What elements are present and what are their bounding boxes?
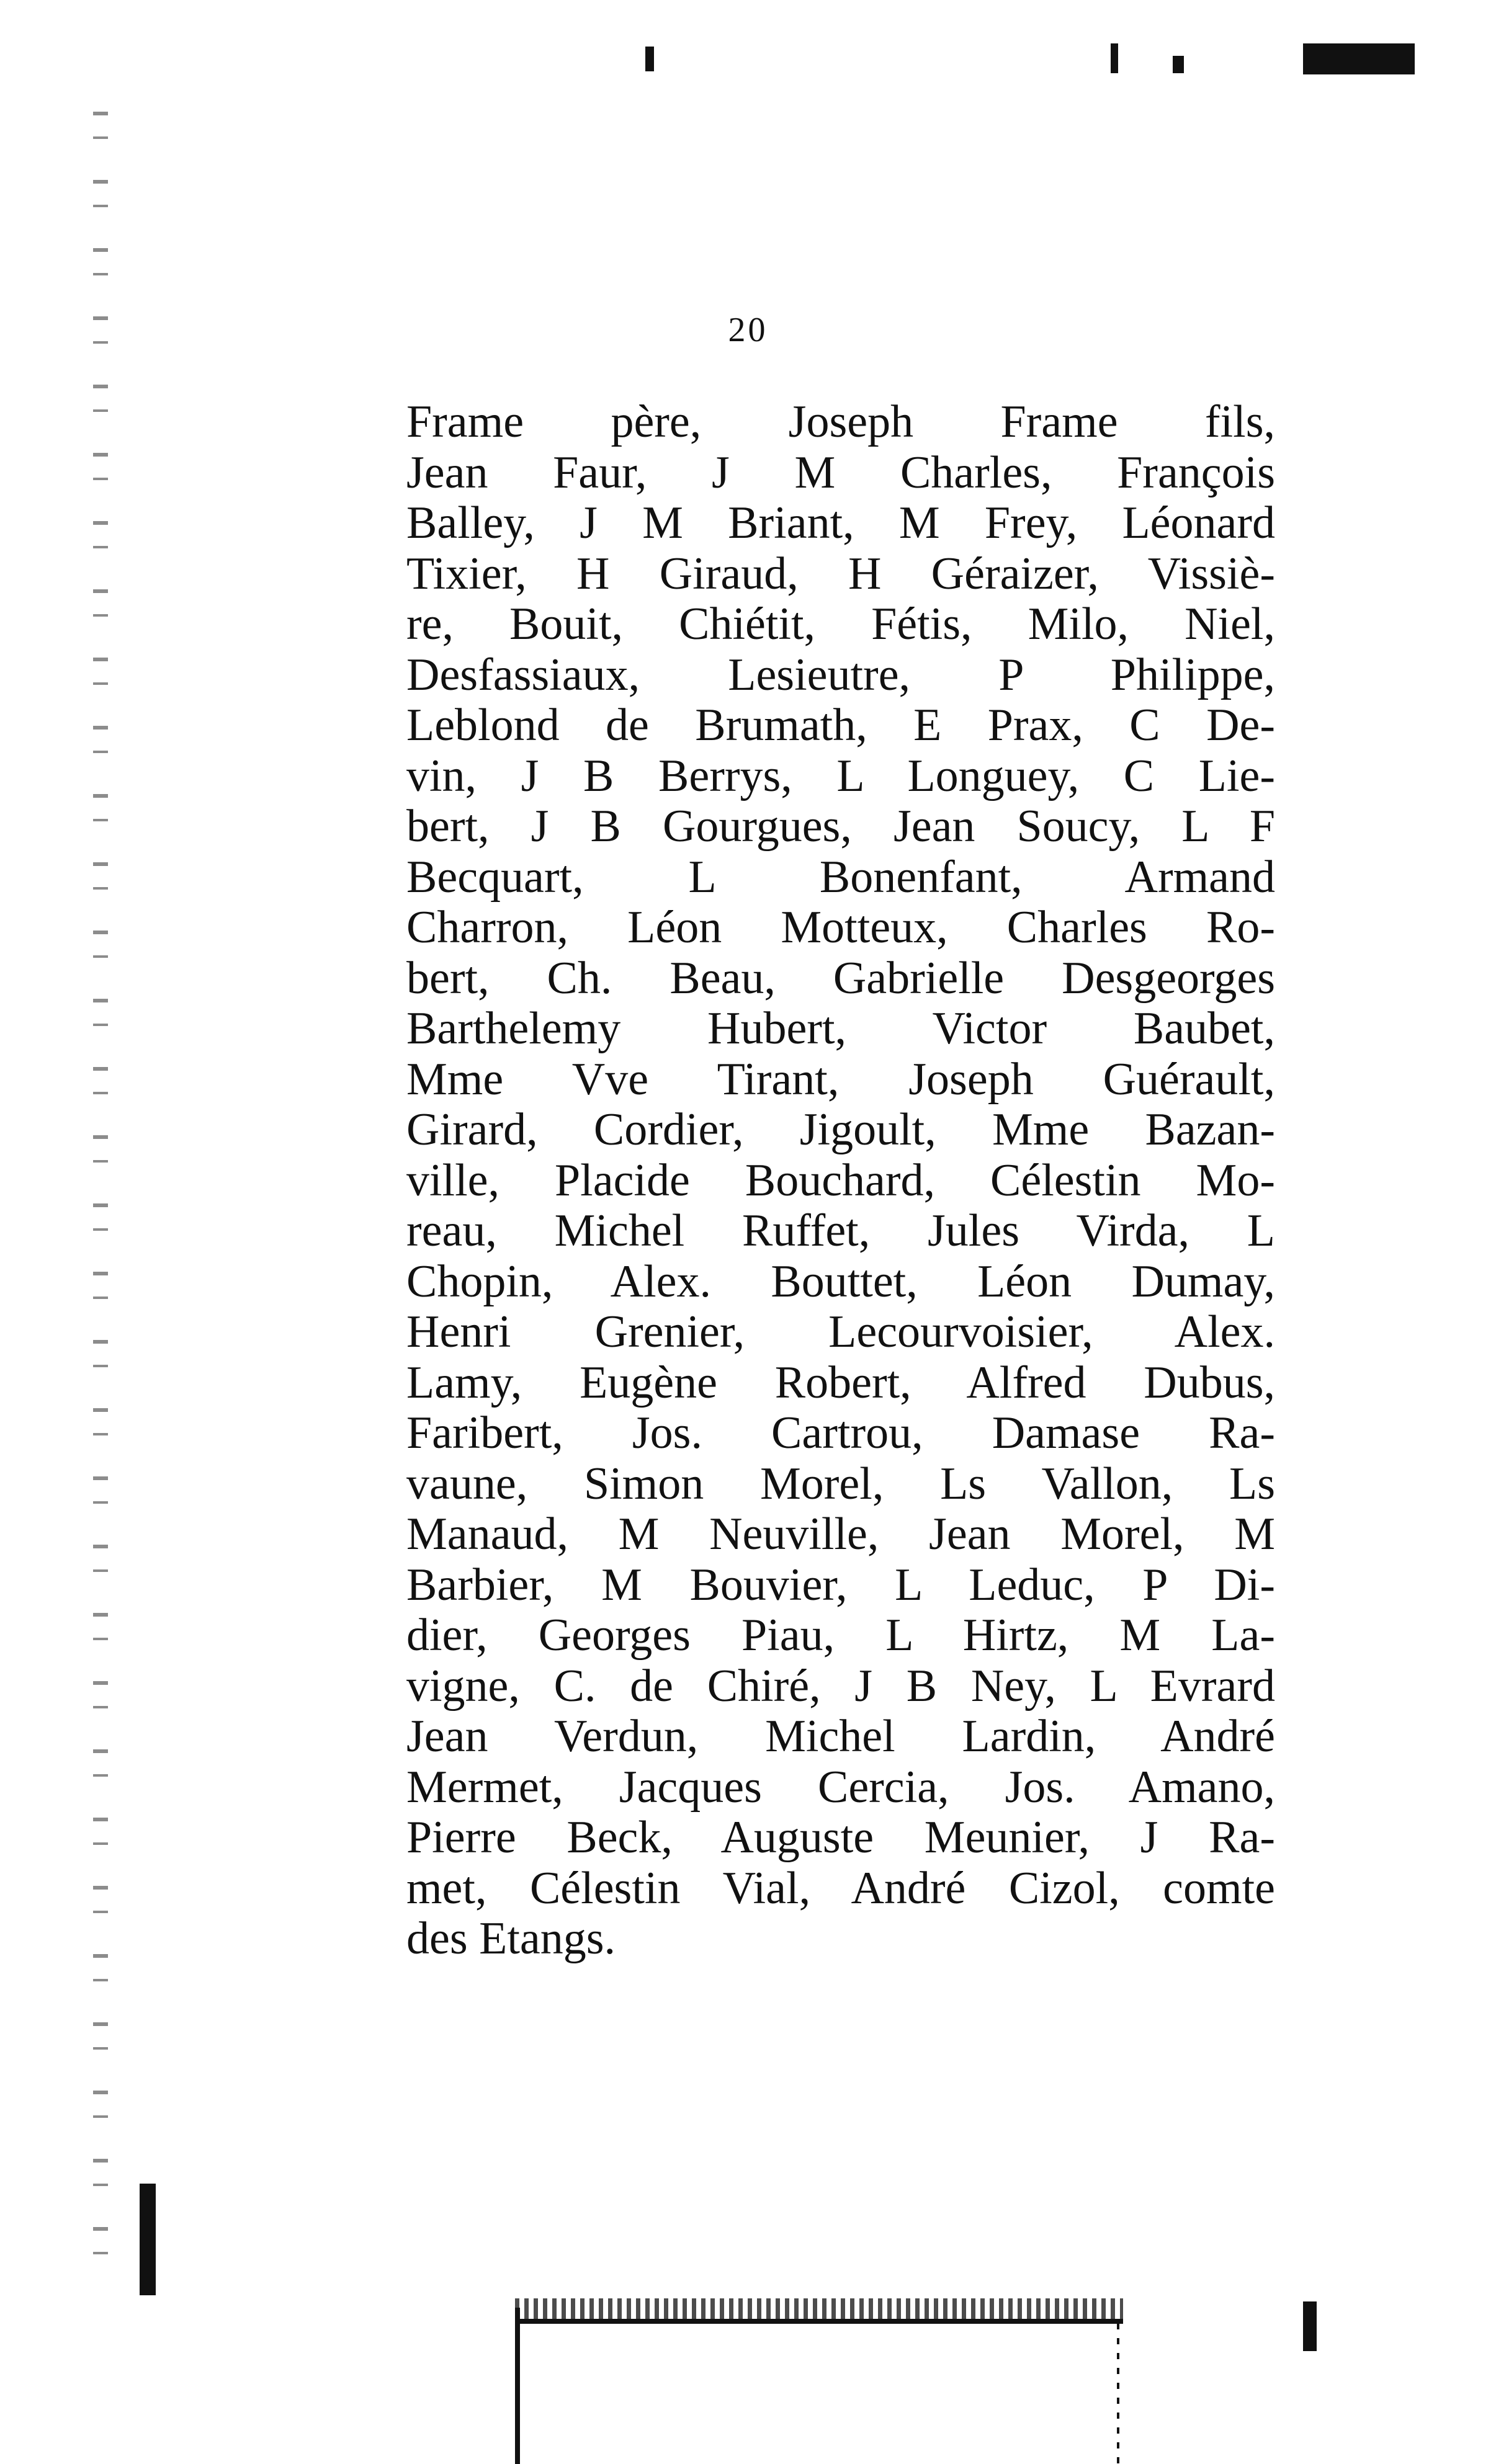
text-line: Tixier, H Giraud, H Géraizer, Vissiè- bbox=[406, 548, 1275, 599]
text-line: vaune, Simon Morel, Ls Vallon, Ls bbox=[406, 1458, 1275, 1509]
text-line: Pierre Beck, Auguste Meunier, J Ra- bbox=[406, 1812, 1275, 1863]
text-line: dier, Georges Piau, L Hirtz, M La- bbox=[406, 1610, 1275, 1661]
text-line: Mermet, Jacques Cercia, Jos. Amano, bbox=[406, 1761, 1275, 1813]
text-line: Desfassiaux, Lesieutre, P Philippe, bbox=[406, 649, 1275, 700]
text-line: Charron, Léon Motteux, Charles Ro- bbox=[406, 902, 1275, 953]
scan-right-mark bbox=[1303, 2301, 1317, 2351]
text-line: Jean Verdun, Michel Lardin, André bbox=[406, 1711, 1275, 1762]
text-line: bert, Ch. Beau, Gabrielle Desgeorges bbox=[406, 952, 1275, 1004]
text-line: Frame père, Joseph Frame fils, bbox=[406, 396, 1275, 447]
text-line: vin, J B Berrys, L Longuey, C Lie- bbox=[406, 750, 1275, 801]
text-line: des Etangs. bbox=[406, 1913, 616, 1964]
text-line: Girard, Cordier, Jigoult, Mme Bazan- bbox=[406, 1104, 1275, 1155]
scan-top-mark-1 bbox=[645, 47, 654, 71]
name-list-text bbox=[406, 397, 1275, 1965]
text-line: Manaud, M Neuville, Jean Morel, M bbox=[406, 1509, 1275, 1560]
text-line: Balley, J M Briant, M Frey, Léonard bbox=[406, 498, 1275, 548]
text-line: Jean Faur, J M Charles, François bbox=[406, 447, 1275, 498]
text-line: Henri Grenier, Lecourvoisier, Alex. bbox=[406, 1306, 1275, 1357]
scan-top-mark-4 bbox=[1303, 43, 1415, 74]
text-line: Barbier, M Bouvier, L Leduc, P Di- bbox=[406, 1559, 1275, 1610]
text-line: Becquart, L Bonenfant, Armand bbox=[406, 851, 1275, 903]
text-line: Leblond de Brumath, E Prax, C De- bbox=[406, 700, 1275, 751]
text-line: Barthelemy Hubert, Victor Baubet, bbox=[406, 1003, 1275, 1054]
text-line: bert, J B Gourgues, Jean Soucy, L F bbox=[406, 801, 1275, 852]
text-line: Lamy, Eugène Robert, Alfred Dubus, bbox=[406, 1357, 1275, 1408]
text-line: vigne, C. de Chiré, J B Ney, L Evrard bbox=[406, 1660, 1275, 1712]
scan-frame-left bbox=[515, 2308, 520, 2464]
text-line: re, Bouit, Chiétit, Fétis, Milo, Niel, bbox=[406, 599, 1275, 649]
scan-left-edge bbox=[93, 112, 108, 2283]
text-line: reau, Michel Ruffet, Jules Virda, L bbox=[406, 1205, 1275, 1256]
scan-left-bar bbox=[140, 2184, 156, 2295]
scan-frame-top bbox=[515, 2319, 1123, 2324]
scan-top-mark-3 bbox=[1173, 56, 1184, 73]
scan-top-mark-2 bbox=[1111, 43, 1118, 73]
text-line: Faribert, Jos. Cartrou, Damase Ra- bbox=[406, 1408, 1275, 1458]
scan-frame-right bbox=[1117, 2323, 1119, 2464]
text-line: met, Célestin Vial, André Cizol, comte bbox=[406, 1862, 1275, 1914]
text-line: Chopin, Alex. Bouttet, Léon Dumay, bbox=[406, 1256, 1275, 1307]
page-number: 20 bbox=[728, 311, 768, 349]
text-line: ville, Placide Bouchard, Célestin Mo- bbox=[406, 1154, 1275, 1206]
text-line: Mme Vve Tirant, Joseph Guérault, bbox=[406, 1053, 1275, 1105]
